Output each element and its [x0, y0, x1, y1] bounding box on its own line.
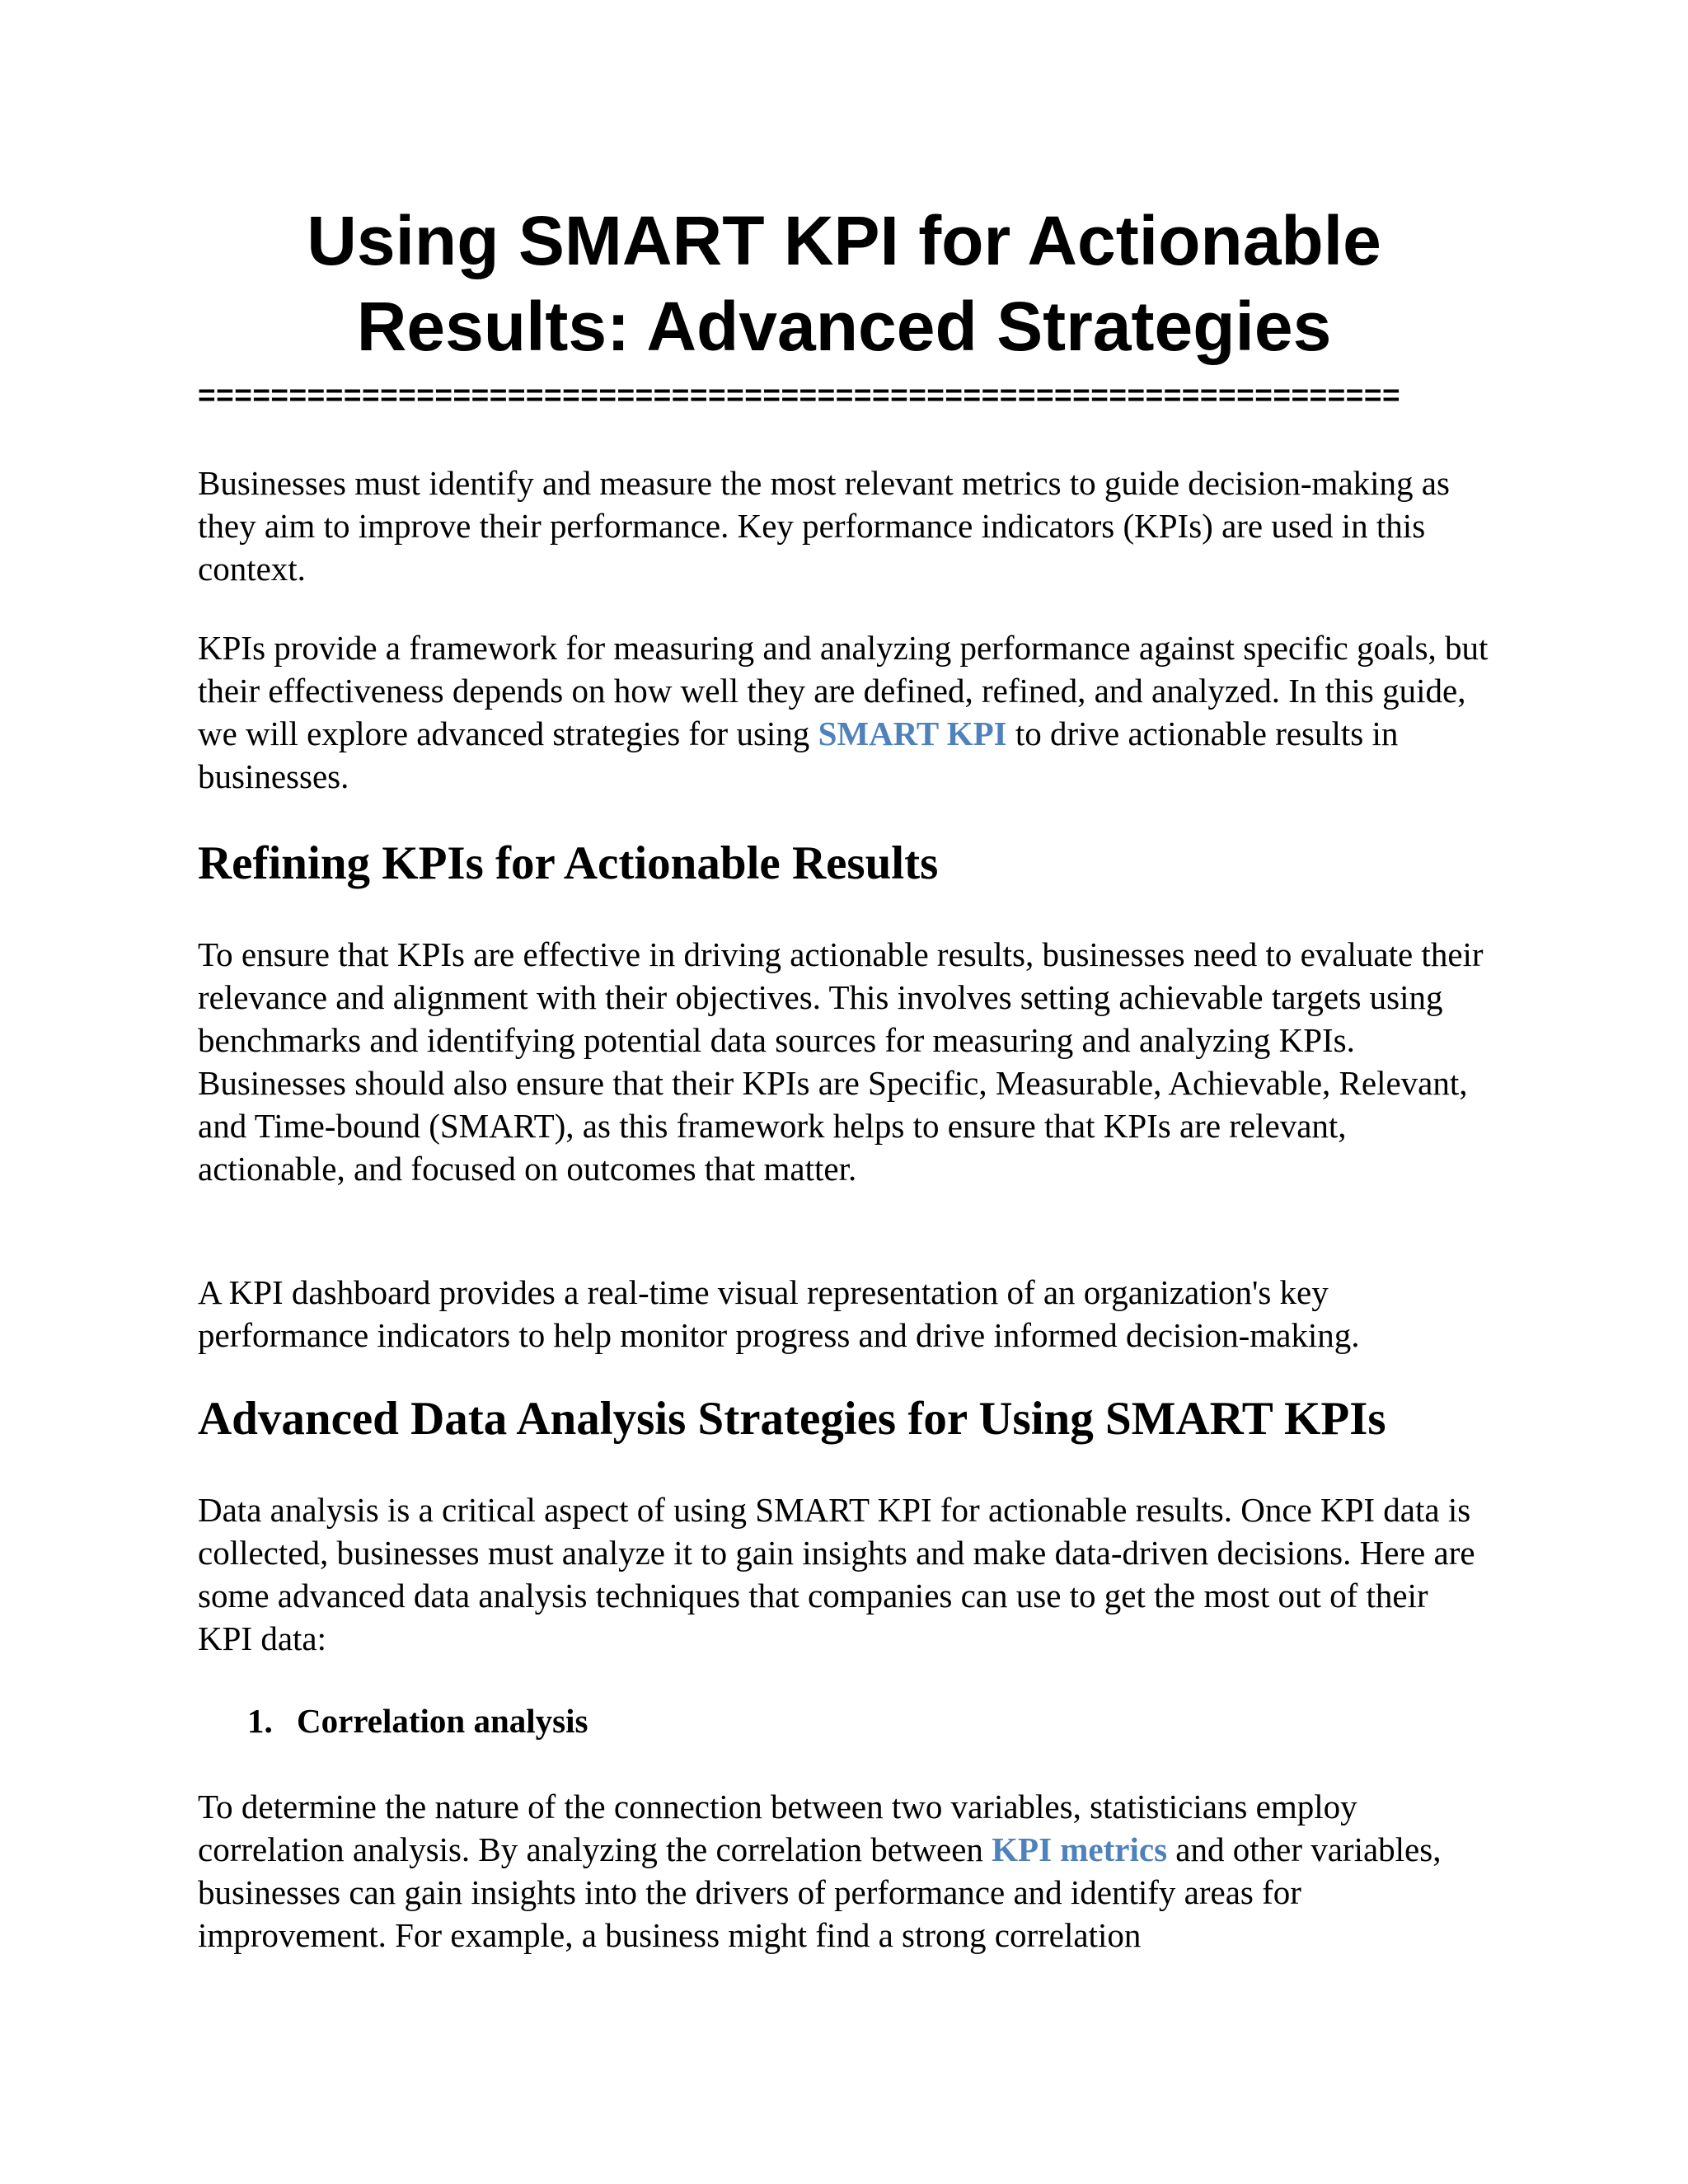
- analysis-text-2-end: and other variables, businesses can gain insights into the drivers of performance and identify areas for improvement. For example, a business might find a strong correlation: [198, 1830, 1442, 1954]
- analysis-paragraph-2: [198, 1785, 1490, 1957]
- numbered-list: [198, 1699, 1490, 1742]
- intro-paragraph-2: [198, 626, 1490, 798]
- analysis-text-1: Data analysis is a critical aspect of using SMART KPI for actionable results. Once KPI data is collected, businesses must analyze it to gain insights and make data-driven decisions. Here are some advanced data analysis techniques that companies can use to get the most out of their KPI data:: [198, 1491, 1475, 1657]
- intro-text-1: Businesses must identify and measure the most relevant metrics to guide decision-making as they aim to improve their performance. Key performance indicators (KPIs) are used in this context.: [198, 464, 1450, 588]
- refining-paragraph-2: [198, 1271, 1490, 1357]
- smart-kpi-link[interactable]: SMART KPI: [818, 715, 1007, 752]
- document-page: [198, 0, 1490, 2184]
- list-item-number: 1.: [247, 1702, 273, 1740]
- section-heading-advanced-analysis: Advanced Data Analysis Strategies for Using SMART KPIs: [198, 1393, 1386, 1445]
- analysis-text-2: [198, 1785, 1490, 1957]
- title-underline-rule: ==================================================================: [198, 378, 1401, 412]
- analysis-text-2-start: To determine the nature of the connection between two variables, statisticians employ correlation analysis. By analyzing the correlation between: [198, 1788, 1357, 1868]
- document-title-line-2: Results: Advanced Strategies: [356, 288, 1332, 365]
- intro-text-2-start: KPIs provide a framework for measuring and analyzing performance against specific goals, but their effectiveness depends on how well they are defined, refined, and analyzed. In this guide, we will explore advanced strategies for using: [198, 629, 1489, 752]
- section-advanced-analysis: [198, 1391, 1490, 1447]
- document-title: [198, 198, 1490, 369]
- refining-text-1: To ensure that KPIs are effective in driving actionable results, businesses need to evaluate their relevance and alignment with their objectives. This involves setting achievable targets using benchmarks and identifying potential data sources for measuring and analyzing KPIs. Businesses should also ensure that their KPIs are Specific, Measurable, Achievable, Relevant, and Time-bound (SMART), as this framework helps to ensure that KPIs are relevant, actionable, and focused on outcomes that matter.: [198, 935, 1484, 1188]
- analysis-paragraph-1: [198, 1488, 1490, 1660]
- refining-paragraph-1: [198, 933, 1490, 1190]
- intro-text-2: [198, 626, 1490, 798]
- refining-text-2: A KPI dashboard provides a real-time visual representation of an organization's key performance indicators to help monitor progress and drive informed decision-making.: [198, 1273, 1360, 1354]
- section-refining: [198, 836, 1490, 892]
- kpi-metrics-link[interactable]: KPI metrics: [992, 1830, 1168, 1868]
- list-item-label: Correlation analysis: [297, 1702, 588, 1740]
- intro-paragraph-1: [198, 462, 1490, 590]
- document-title-line-1: Using SMART KPI for Actionable: [307, 202, 1381, 279]
- section-heading-refining: Refining KPIs for Actionable Results: [198, 837, 939, 889]
- list-item-correlation-analysis: [198, 1699, 1490, 1742]
- intro-text-2-end: to drive actionable results in businesses.: [198, 715, 1399, 795]
